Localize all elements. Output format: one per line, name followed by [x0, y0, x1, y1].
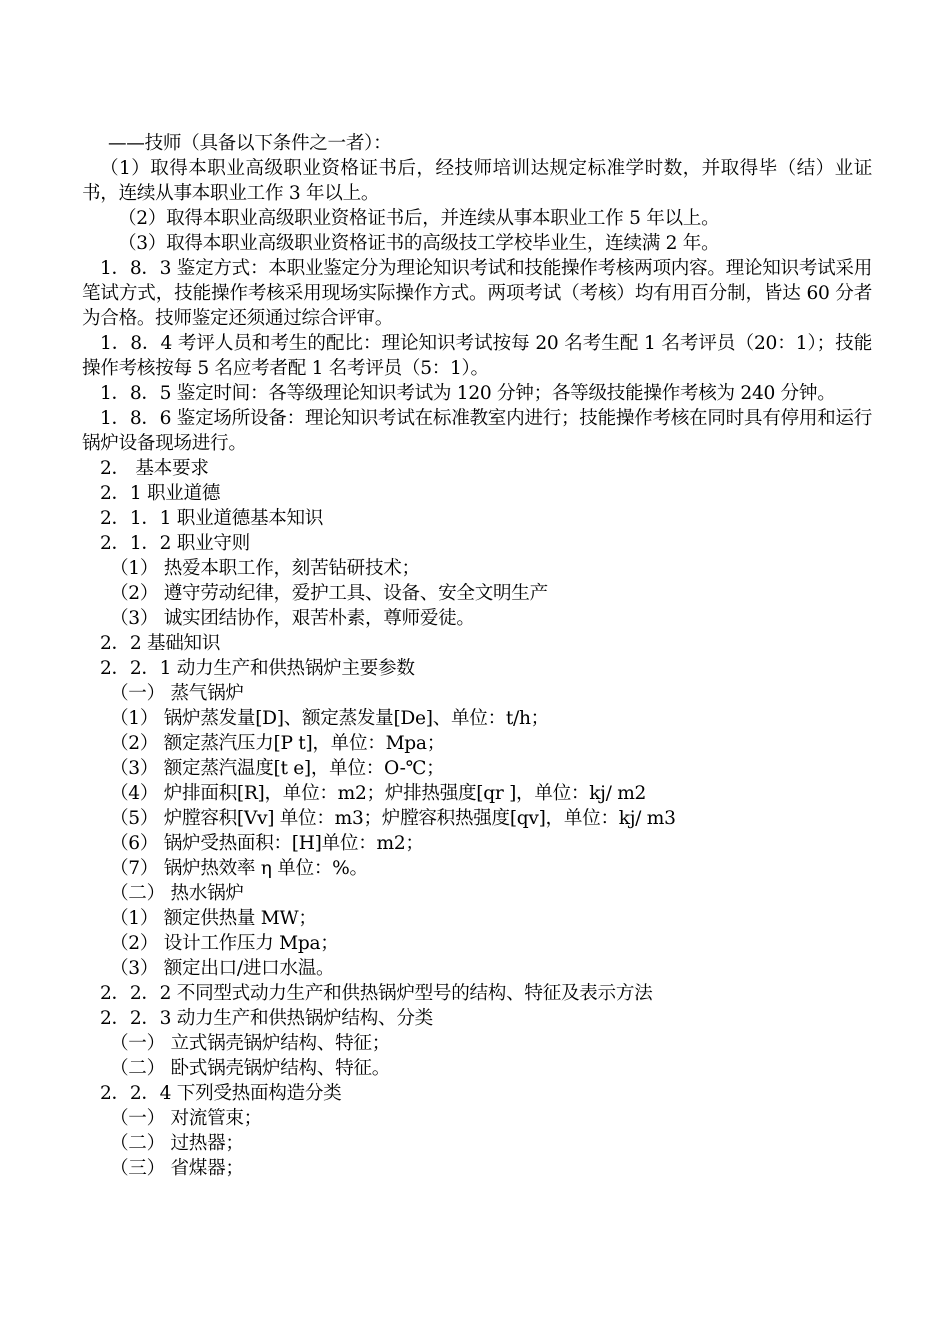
list-item: （1） 热爱本职工作，刻苦钻研技术；	[110, 558, 420, 579]
heading-2-2-4: 2．2．4 下列受热面构造分类	[100, 1083, 342, 1104]
section-heading-technician: ——技师（具备以下条件之一者）：	[108, 133, 392, 154]
paragraph-1-8-5: 1．8．5 鉴定时间：各等级理论知识考试为 120 分钟；各等级技能操作考核为 240 分钟。	[100, 383, 836, 404]
list-item: （三） 省煤器；	[110, 1158, 244, 1179]
list-item: （7） 锅炉热效率 η 单位：%。	[110, 858, 368, 879]
heading-2-1: 2．1 职业道德	[100, 483, 221, 504]
list-item: （3） 诚实团结协作，艰苦朴素，尊师爱徒。	[110, 608, 475, 629]
heading-2-2-3: 2．2．3 动力生产和供热锅炉结构、分类	[100, 1008, 433, 1029]
heading-2-1-2: 2．1．2 职业守则	[100, 533, 250, 554]
document-body	[82, 131, 872, 1181]
list-item: （6） 锅炉受热面积：[H]单位：m2；	[110, 833, 424, 854]
list-item: （2） 设计工作压力 Mpa；	[110, 933, 339, 954]
list-item: （1） 锅炉蒸发量[D]、额定蒸发量[De]、单位：t/h；	[110, 708, 549, 729]
list-item: （一） 对流管束；	[110, 1108, 262, 1129]
heading-2-2-2: 2．2．2 不同型式动力生产和供热锅炉型号的结构、特征及表示方法	[100, 983, 653, 1004]
list-item: （2） 额定蒸汽压力[P t]，单位：Mpa；	[110, 733, 445, 754]
list-group-heading: （一） 蒸气锅炉	[110, 683, 244, 704]
list-item: （二） 卧式锅壳锅炉结构、特征。	[110, 1058, 391, 1079]
paragraph-1-8-3: 1．8．3 鉴定方式：本职业鉴定分为理论知识考试和技能操作考核两项内容。理论知识考试采用笔试方式，技能操作考核采用现场实际操作方式。两项考试（考核）均有用百分制，皆达 60 分者为合格。技师鉴定还须通过综合评审。	[82, 258, 872, 329]
list-item: （4） 炉排面积[R]，单位：m2；炉排热强度[qr ]，单位：kj/ m2	[110, 783, 647, 804]
list-item: （1） 额定供热量 MW；	[110, 908, 317, 929]
list-item: （3） 额定出口/进口水温。	[110, 958, 335, 979]
paragraph-condition-3: （3）取得本职业高级职业资格证书的高级技工学校毕业生，连续满 2 年。	[118, 233, 720, 254]
heading-2-2-1: 2．2．1 动力生产和供热锅炉主要参数	[100, 658, 415, 679]
list-item: （二） 过热器；	[110, 1133, 244, 1154]
heading-2: 2． 基本要求	[100, 458, 209, 479]
paragraph-condition-1: （1）取得本职业高级职业资格证书后，经技师培训达规定标准学时数，并取得毕（结）业证书，连续从事本职业工作 3 年以上。	[82, 158, 872, 204]
list-item: （一） 立式锅壳锅炉结构、特征；	[110, 1033, 391, 1054]
paragraph-1-8-6: 1．8．6 鉴定场所设备：理论知识考试在标准教室内进行；技能操作考核在同时具有停用和运行锅炉设备现场进行。	[82, 408, 872, 454]
list-item: （3） 额定蒸汽温度[t e]，单位：O-℃；	[110, 758, 445, 779]
list-item: （2） 遵守劳动纪律，爱护工具、设备、安全文明生产	[110, 583, 548, 604]
heading-2-1-1: 2．1．1 职业道德基本知识	[100, 508, 324, 529]
heading-2-2: 2．2 基础知识	[100, 633, 221, 654]
paragraph-1-8-4: 1．8．4 考评人员和考生的配比：理论知识考试按每 20 名考生配 1 名考评员（20：1）；技能操作考核按每 5 名应考者配 1 名考评员（5：1）。	[82, 333, 872, 379]
list-group-heading: （二） 热水锅炉	[110, 883, 244, 904]
paragraph-condition-2: （2）取得本职业高级职业资格证书后，并连续从事本职业工作 5 年以上。	[118, 208, 720, 229]
list-item: （5） 炉膛容积[Vv] 单位：m3；炉膛容积热强度[qv]，单位：kj/ m3	[110, 808, 676, 829]
